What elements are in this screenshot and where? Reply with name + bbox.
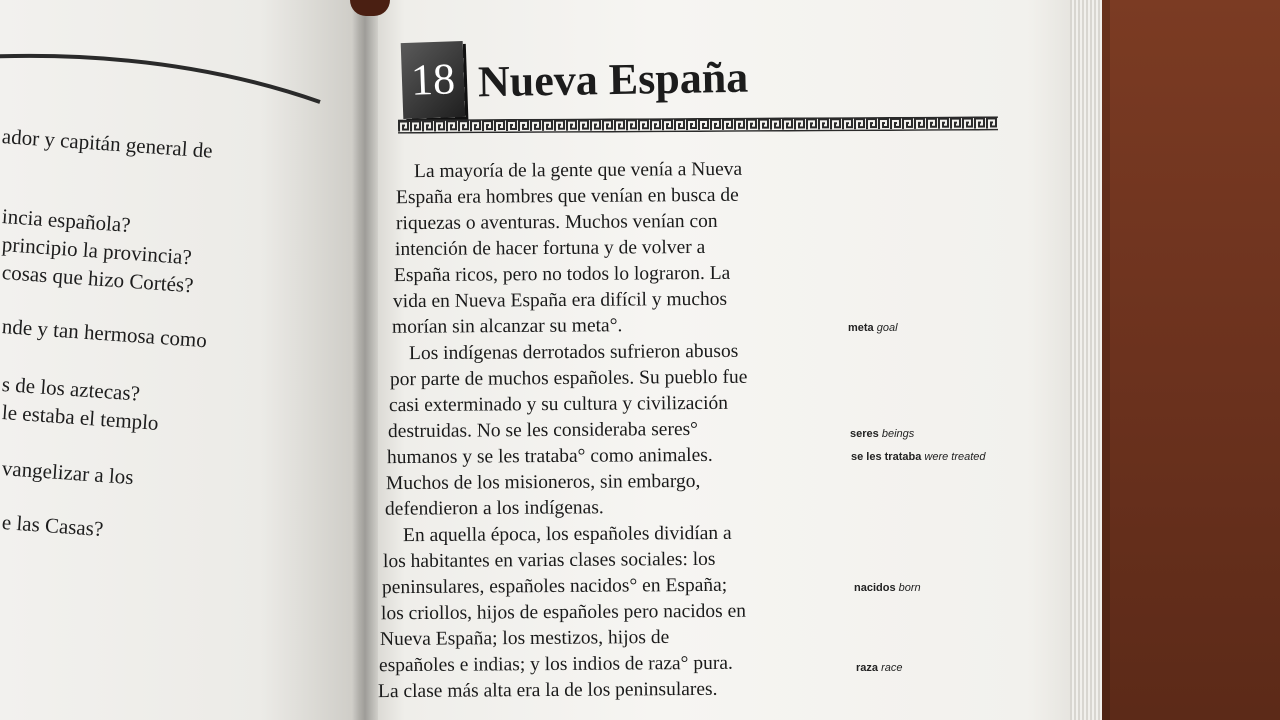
body-text-line: vida en Nueva España era difícil y muchos	[392, 288, 728, 313]
left-question-line: vangelizar a los	[1, 456, 135, 490]
gloss-entry: raza race	[856, 662, 903, 674]
body-text-line: casi exterminado y su cultura y civilización	[388, 392, 729, 417]
page-arc-decoration	[0, 50, 360, 110]
page-edges	[1070, 0, 1102, 720]
body-text-line: Muchos de los misioneros, sin embargo,	[385, 470, 701, 495]
body-text-line: Los indígenas derrotados sufrieron abusos	[408, 340, 739, 365]
body-text-line: Nueva España; los mestizos, hijos de	[379, 626, 670, 651]
body-text-line: destruidas. No se les consideraba seres°	[387, 418, 699, 443]
left-question-line: e las Casas?	[1, 510, 105, 542]
gloss-entry: se les trataba were treated	[851, 451, 986, 463]
body-text-line: intención de hacer fortuna y de volver a	[394, 236, 706, 261]
left-question-line: principio la provincia?	[1, 232, 193, 270]
gloss-entry: nacidos born	[854, 582, 921, 594]
body-text-line: La clase más alta era la de los peninsulares.	[377, 678, 718, 703]
gloss-entry: meta goal	[848, 322, 898, 334]
body-text-line: por parte de muchos españoles. Su pueblo fue	[389, 366, 748, 391]
body-text-line: morían sin alcanzar su meta°.	[391, 315, 623, 338]
body-text-line: defendieron a los indígenas.	[384, 497, 604, 520]
body-text-line: España ricos, pero no todos lo lograron. La	[393, 262, 731, 287]
left-question-line: incia española?	[1, 204, 132, 237]
book-gutter	[352, 0, 378, 720]
left-question-line: cosas que hizo Cortés?	[1, 260, 195, 298]
left-question-line: s de los aztecas?	[1, 372, 141, 406]
left-question-line: ador y capitán general de	[1, 124, 214, 163]
body-text-line: España era hombres que venían en busca de	[395, 184, 739, 209]
body-text-line: los criollos, hijos de españoles pero nacidos en	[380, 600, 747, 625]
body-text-line: La mayoría de la gente que venía a Nueva	[413, 158, 743, 183]
body-text-line: peninsulares, españoles nacidos° en España;	[381, 574, 728, 599]
chapter-number-badge: 18	[401, 41, 466, 119]
chapter-title: Nueva España	[477, 52, 749, 107]
gloss-entry: seres beings	[850, 428, 915, 440]
body-text-line: En aquella época, los españoles dividían a	[402, 522, 732, 547]
body-text-line: españoles e indias; y los indios de raza° pura.	[378, 652, 733, 677]
left-page	[0, 0, 372, 720]
left-question-line: le estaba el templo	[1, 400, 160, 435]
body-text-line: riquezas o aventuras. Muchos venían con	[395, 210, 718, 235]
body-text-line: los habitantes en varias clases sociales: los	[382, 548, 716, 573]
left-question-line: nde y tan hermosa como	[1, 314, 208, 353]
table-surface	[1090, 0, 1280, 720]
body-text-line: humanos y se les trataba° como animales.	[386, 444, 713, 469]
